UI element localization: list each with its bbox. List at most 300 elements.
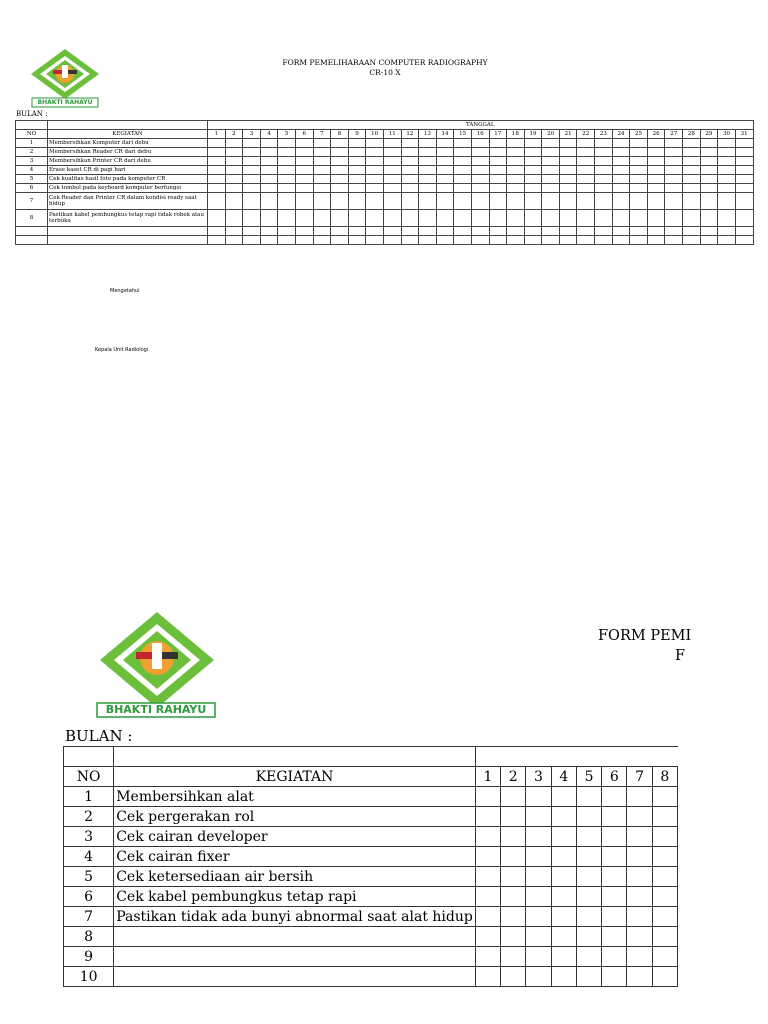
check-cell[interactable] — [551, 867, 576, 887]
check-cell[interactable] — [630, 157, 648, 166]
check-cell[interactable] — [559, 166, 577, 175]
check-cell[interactable] — [225, 148, 243, 157]
check-cell[interactable] — [208, 148, 226, 157]
check-cell[interactable] — [383, 210, 401, 227]
check-cell[interactable] — [612, 184, 630, 193]
check-cell[interactable] — [524, 193, 542, 210]
check-cell[interactable] — [700, 210, 718, 227]
check-cell[interactable] — [595, 184, 613, 193]
check-cell[interactable] — [576, 907, 601, 927]
check-cell[interactable] — [471, 148, 489, 157]
check-cell[interactable] — [366, 157, 384, 166]
check-cell[interactable] — [665, 184, 683, 193]
check-cell[interactable] — [551, 827, 576, 847]
check-cell[interactable] — [501, 867, 526, 887]
check-cell[interactable] — [243, 193, 261, 210]
check-cell[interactable] — [647, 184, 665, 193]
check-cell[interactable] — [526, 807, 551, 827]
check-cell[interactable] — [331, 166, 349, 175]
check-cell[interactable] — [602, 787, 627, 807]
check-cell[interactable] — [735, 184, 753, 193]
check-cell[interactable] — [419, 157, 437, 166]
check-cell[interactable] — [595, 148, 613, 157]
check-cell[interactable] — [542, 157, 560, 166]
check-cell[interactable] — [700, 184, 718, 193]
check-cell[interactable] — [295, 139, 313, 148]
check-cell[interactable] — [331, 157, 349, 166]
check-cell[interactable] — [501, 847, 526, 867]
check-cell[interactable] — [630, 166, 648, 175]
check-cell[interactable] — [627, 907, 652, 927]
check-cell[interactable] — [475, 827, 500, 847]
check-cell[interactable] — [507, 139, 525, 148]
check-cell[interactable] — [602, 847, 627, 867]
check-cell[interactable] — [419, 193, 437, 210]
check-cell[interactable] — [551, 927, 576, 947]
check-cell[interactable] — [652, 827, 677, 847]
check-cell[interactable] — [383, 166, 401, 175]
check-cell[interactable] — [627, 887, 652, 907]
check-cell[interactable] — [225, 166, 243, 175]
check-cell[interactable] — [612, 210, 630, 227]
check-cell[interactable] — [295, 166, 313, 175]
check-cell[interactable] — [295, 184, 313, 193]
check-cell[interactable] — [551, 907, 576, 927]
check-cell[interactable] — [652, 967, 677, 987]
check-cell[interactable] — [471, 210, 489, 227]
check-cell[interactable] — [401, 166, 419, 175]
check-cell[interactable] — [331, 184, 349, 193]
check-cell[interactable] — [652, 947, 677, 967]
check-cell[interactable] — [735, 166, 753, 175]
check-cell[interactable] — [576, 927, 601, 947]
check-cell[interactable] — [260, 175, 278, 184]
check-cell[interactable] — [559, 157, 577, 166]
check-cell[interactable] — [595, 157, 613, 166]
check-cell[interactable] — [652, 787, 677, 807]
check-cell[interactable] — [295, 210, 313, 227]
check-cell[interactable] — [652, 867, 677, 887]
check-cell[interactable] — [647, 157, 665, 166]
check-cell[interactable] — [436, 184, 454, 193]
check-cell[interactable] — [260, 210, 278, 227]
check-cell[interactable] — [348, 193, 366, 210]
check-cell[interactable] — [383, 175, 401, 184]
check-cell[interactable] — [436, 210, 454, 227]
check-cell[interactable] — [576, 827, 601, 847]
check-cell[interactable] — [454, 139, 472, 148]
check-cell[interactable] — [683, 175, 701, 184]
check-cell[interactable] — [612, 175, 630, 184]
check-cell[interactable] — [551, 887, 576, 907]
check-cell[interactable] — [436, 193, 454, 210]
check-cell[interactable] — [489, 210, 507, 227]
check-cell[interactable] — [331, 148, 349, 157]
check-cell[interactable] — [383, 148, 401, 157]
check-cell[interactable] — [735, 139, 753, 148]
check-cell[interactable] — [652, 907, 677, 927]
check-cell[interactable] — [208, 139, 226, 148]
check-cell[interactable] — [208, 210, 226, 227]
check-cell[interactable] — [647, 175, 665, 184]
check-cell[interactable] — [551, 807, 576, 827]
check-cell[interactable] — [348, 210, 366, 227]
check-cell[interactable] — [436, 175, 454, 184]
check-cell[interactable] — [507, 210, 525, 227]
check-cell[interactable] — [471, 175, 489, 184]
check-cell[interactable] — [683, 157, 701, 166]
check-cell[interactable] — [278, 139, 296, 148]
check-cell[interactable] — [735, 210, 753, 227]
check-cell[interactable] — [542, 184, 560, 193]
check-cell[interactable] — [612, 157, 630, 166]
check-cell[interactable] — [278, 148, 296, 157]
check-cell[interactable] — [454, 184, 472, 193]
check-cell[interactable] — [665, 193, 683, 210]
check-cell[interactable] — [700, 148, 718, 157]
check-cell[interactable] — [436, 166, 454, 175]
check-cell[interactable] — [366, 148, 384, 157]
check-cell[interactable] — [260, 184, 278, 193]
check-cell[interactable] — [595, 193, 613, 210]
check-cell[interactable] — [366, 139, 384, 148]
check-cell[interactable] — [260, 139, 278, 148]
check-cell[interactable] — [225, 210, 243, 227]
check-cell[interactable] — [507, 184, 525, 193]
check-cell[interactable] — [436, 157, 454, 166]
check-cell[interactable] — [454, 157, 472, 166]
check-cell[interactable] — [652, 807, 677, 827]
check-cell[interactable] — [524, 184, 542, 193]
check-cell[interactable] — [683, 148, 701, 157]
check-cell[interactable] — [665, 175, 683, 184]
check-cell[interactable] — [524, 157, 542, 166]
check-cell[interactable] — [243, 157, 261, 166]
check-cell[interactable] — [576, 787, 601, 807]
check-cell[interactable] — [718, 139, 736, 148]
check-cell[interactable] — [627, 947, 652, 967]
check-cell[interactable] — [577, 166, 595, 175]
check-cell[interactable] — [627, 827, 652, 847]
check-cell[interactable] — [243, 139, 261, 148]
check-cell[interactable] — [260, 148, 278, 157]
check-cell[interactable] — [454, 210, 472, 227]
check-cell[interactable] — [559, 210, 577, 227]
check-cell[interactable] — [348, 175, 366, 184]
check-cell[interactable] — [652, 927, 677, 947]
check-cell[interactable] — [313, 157, 331, 166]
check-cell[interactable] — [489, 148, 507, 157]
check-cell[interactable] — [383, 139, 401, 148]
check-cell[interactable] — [718, 157, 736, 166]
check-cell[interactable] — [542, 139, 560, 148]
check-cell[interactable] — [489, 166, 507, 175]
check-cell[interactable] — [471, 157, 489, 166]
check-cell[interactable] — [647, 166, 665, 175]
check-cell[interactable] — [526, 787, 551, 807]
check-cell[interactable] — [208, 166, 226, 175]
check-cell[interactable] — [507, 157, 525, 166]
check-cell[interactable] — [735, 193, 753, 210]
check-cell[interactable] — [602, 887, 627, 907]
check-cell[interactable] — [501, 927, 526, 947]
check-cell[interactable] — [383, 184, 401, 193]
check-cell[interactable] — [665, 139, 683, 148]
check-cell[interactable] — [401, 157, 419, 166]
check-cell[interactable] — [630, 175, 648, 184]
check-cell[interactable] — [577, 184, 595, 193]
check-cell[interactable] — [501, 967, 526, 987]
check-cell[interactable] — [313, 139, 331, 148]
check-cell[interactable] — [683, 166, 701, 175]
check-cell[interactable] — [652, 887, 677, 907]
check-cell[interactable] — [331, 210, 349, 227]
check-cell[interactable] — [366, 166, 384, 175]
check-cell[interactable] — [718, 166, 736, 175]
check-cell[interactable] — [401, 184, 419, 193]
check-cell[interactable] — [735, 175, 753, 184]
check-cell[interactable] — [454, 175, 472, 184]
check-cell[interactable] — [576, 887, 601, 907]
check-cell[interactable] — [260, 157, 278, 166]
check-cell[interactable] — [331, 175, 349, 184]
check-cell[interactable] — [665, 166, 683, 175]
check-cell[interactable] — [700, 139, 718, 148]
check-cell[interactable] — [313, 193, 331, 210]
check-cell[interactable] — [366, 193, 384, 210]
check-cell[interactable] — [595, 139, 613, 148]
check-cell[interactable] — [718, 175, 736, 184]
check-cell[interactable] — [577, 139, 595, 148]
check-cell[interactable] — [295, 148, 313, 157]
check-cell[interactable] — [366, 175, 384, 184]
check-cell[interactable] — [225, 193, 243, 210]
check-cell[interactable] — [313, 148, 331, 157]
check-cell[interactable] — [524, 148, 542, 157]
check-cell[interactable] — [454, 166, 472, 175]
check-cell[interactable] — [526, 827, 551, 847]
check-cell[interactable] — [348, 148, 366, 157]
check-cell[interactable] — [313, 210, 331, 227]
check-cell[interactable] — [602, 947, 627, 967]
check-cell[interactable] — [313, 184, 331, 193]
check-cell[interactable] — [630, 210, 648, 227]
check-cell[interactable] — [331, 139, 349, 148]
check-cell[interactable] — [208, 175, 226, 184]
check-cell[interactable] — [718, 210, 736, 227]
check-cell[interactable] — [602, 807, 627, 827]
check-cell[interactable] — [507, 166, 525, 175]
check-cell[interactable] — [243, 184, 261, 193]
check-cell[interactable] — [559, 193, 577, 210]
check-cell[interactable] — [700, 157, 718, 166]
check-cell[interactable] — [627, 807, 652, 827]
check-cell[interactable] — [630, 193, 648, 210]
check-cell[interactable] — [612, 148, 630, 157]
check-cell[interactable] — [419, 139, 437, 148]
check-cell[interactable] — [647, 148, 665, 157]
check-cell[interactable] — [243, 175, 261, 184]
check-cell[interactable] — [501, 947, 526, 967]
check-cell[interactable] — [647, 193, 665, 210]
check-cell[interactable] — [551, 787, 576, 807]
check-cell[interactable] — [577, 193, 595, 210]
check-cell[interactable] — [542, 210, 560, 227]
check-cell[interactable] — [735, 148, 753, 157]
check-cell[interactable] — [665, 210, 683, 227]
check-cell[interactable] — [436, 148, 454, 157]
check-cell[interactable] — [348, 184, 366, 193]
check-cell[interactable] — [526, 927, 551, 947]
check-cell[interactable] — [475, 867, 500, 887]
check-cell[interactable] — [700, 166, 718, 175]
check-cell[interactable] — [208, 184, 226, 193]
check-cell[interactable] — [471, 193, 489, 210]
check-cell[interactable] — [260, 193, 278, 210]
check-cell[interactable] — [652, 847, 677, 867]
check-cell[interactable] — [542, 193, 560, 210]
check-cell[interactable] — [551, 967, 576, 987]
check-cell[interactable] — [630, 184, 648, 193]
check-cell[interactable] — [278, 166, 296, 175]
check-cell[interactable] — [383, 193, 401, 210]
check-cell[interactable] — [665, 148, 683, 157]
check-cell[interactable] — [507, 148, 525, 157]
check-cell[interactable] — [243, 148, 261, 157]
check-cell[interactable] — [612, 166, 630, 175]
check-cell[interactable] — [475, 967, 500, 987]
check-cell[interactable] — [576, 947, 601, 967]
check-cell[interactable] — [735, 157, 753, 166]
check-cell[interactable] — [295, 157, 313, 166]
check-cell[interactable] — [225, 157, 243, 166]
check-cell[interactable] — [489, 184, 507, 193]
check-cell[interactable] — [595, 210, 613, 227]
check-cell[interactable] — [526, 947, 551, 967]
check-cell[interactable] — [612, 139, 630, 148]
check-cell[interactable] — [225, 184, 243, 193]
check-cell[interactable] — [260, 166, 278, 175]
check-cell[interactable] — [278, 193, 296, 210]
check-cell[interactable] — [507, 175, 525, 184]
check-cell[interactable] — [524, 139, 542, 148]
check-cell[interactable] — [602, 967, 627, 987]
check-cell[interactable] — [278, 175, 296, 184]
check-cell[interactable] — [278, 157, 296, 166]
check-cell[interactable] — [313, 166, 331, 175]
check-cell[interactable] — [401, 193, 419, 210]
check-cell[interactable] — [577, 175, 595, 184]
check-cell[interactable] — [627, 967, 652, 987]
check-cell[interactable] — [454, 193, 472, 210]
check-cell[interactable] — [683, 193, 701, 210]
check-cell[interactable] — [366, 184, 384, 193]
check-cell[interactable] — [551, 847, 576, 867]
check-cell[interactable] — [208, 193, 226, 210]
check-cell[interactable] — [475, 807, 500, 827]
check-cell[interactable] — [576, 807, 601, 827]
check-cell[interactable] — [208, 157, 226, 166]
check-cell[interactable] — [524, 166, 542, 175]
check-cell[interactable] — [501, 907, 526, 927]
check-cell[interactable] — [475, 847, 500, 867]
check-cell[interactable] — [401, 139, 419, 148]
check-cell[interactable] — [576, 867, 601, 887]
check-cell[interactable] — [501, 887, 526, 907]
check-cell[interactable] — [577, 157, 595, 166]
check-cell[interactable] — [401, 175, 419, 184]
check-cell[interactable] — [501, 827, 526, 847]
check-cell[interactable] — [577, 148, 595, 157]
check-cell[interactable] — [313, 175, 331, 184]
check-cell[interactable] — [419, 210, 437, 227]
check-cell[interactable] — [475, 887, 500, 907]
check-cell[interactable] — [225, 175, 243, 184]
check-cell[interactable] — [627, 787, 652, 807]
check-cell[interactable] — [348, 157, 366, 166]
check-cell[interactable] — [243, 166, 261, 175]
check-cell[interactable] — [559, 139, 577, 148]
check-cell[interactable] — [295, 193, 313, 210]
check-cell[interactable] — [526, 907, 551, 927]
check-cell[interactable] — [602, 827, 627, 847]
check-cell[interactable] — [454, 148, 472, 157]
check-cell[interactable] — [501, 787, 526, 807]
check-cell[interactable] — [602, 867, 627, 887]
check-cell[interactable] — [278, 210, 296, 227]
check-cell[interactable] — [559, 184, 577, 193]
check-cell[interactable] — [627, 867, 652, 887]
check-cell[interactable] — [243, 210, 261, 227]
check-cell[interactable] — [647, 210, 665, 227]
check-cell[interactable] — [577, 210, 595, 227]
check-cell[interactable] — [419, 166, 437, 175]
check-cell[interactable] — [683, 139, 701, 148]
check-cell[interactable] — [471, 139, 489, 148]
check-cell[interactable] — [576, 847, 601, 867]
check-cell[interactable] — [366, 210, 384, 227]
check-cell[interactable] — [331, 193, 349, 210]
check-cell[interactable] — [542, 175, 560, 184]
check-cell[interactable] — [542, 166, 560, 175]
check-cell[interactable] — [630, 139, 648, 148]
check-cell[interactable] — [524, 210, 542, 227]
check-cell[interactable] — [647, 139, 665, 148]
check-cell[interactable] — [419, 184, 437, 193]
check-cell[interactable] — [348, 166, 366, 175]
check-cell[interactable] — [475, 927, 500, 947]
check-cell[interactable] — [576, 967, 601, 987]
check-cell[interactable] — [489, 157, 507, 166]
check-cell[interactable] — [475, 907, 500, 927]
check-cell[interactable] — [718, 184, 736, 193]
check-cell[interactable] — [526, 887, 551, 907]
check-cell[interactable] — [524, 175, 542, 184]
check-cell[interactable] — [559, 148, 577, 157]
check-cell[interactable] — [627, 847, 652, 867]
check-cell[interactable] — [602, 927, 627, 947]
check-cell[interactable] — [630, 148, 648, 157]
check-cell[interactable] — [595, 175, 613, 184]
check-cell[interactable] — [627, 927, 652, 947]
check-cell[interactable] — [475, 947, 500, 967]
check-cell[interactable] — [278, 184, 296, 193]
check-cell[interactable] — [551, 947, 576, 967]
check-cell[interactable] — [526, 967, 551, 987]
check-cell[interactable] — [419, 175, 437, 184]
check-cell[interactable] — [383, 157, 401, 166]
check-cell[interactable] — [700, 193, 718, 210]
